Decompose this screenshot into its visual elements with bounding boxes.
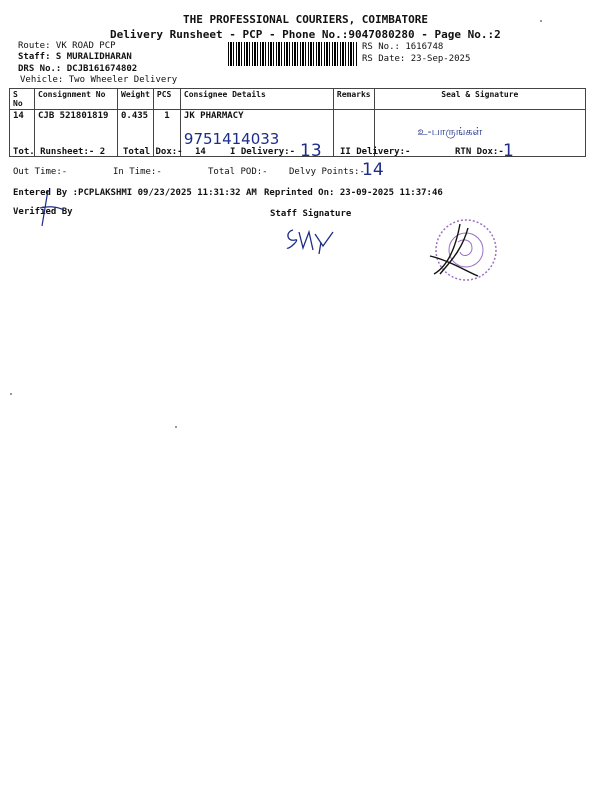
total-pod: Total POD:- [208, 167, 268, 177]
entered-by: Entered By :PCPLAKSHMI 09/23/2025 11:31:32 AM [13, 188, 257, 198]
reprinted-on: Reprinted On: 23-09-2025 11:37:46 [264, 188, 443, 198]
seal-stamp [428, 216, 498, 286]
route-info: Route: VK ROAD PCP [18, 41, 116, 51]
col-remarks: Remarks [333, 89, 374, 110]
cell-sno: 14 [10, 110, 35, 157]
col-pcs: PCS [153, 89, 180, 110]
col-consignment: Consignment No [35, 89, 118, 110]
drs-number: DRS No.: DCJB161674802 [18, 64, 138, 74]
table-header-row [10, 89, 586, 110]
col-weight: Weight [118, 89, 154, 110]
i-delivery-label: I Delivery:- [230, 147, 296, 157]
staff-signature-label: Staff Signature [270, 209, 352, 219]
total-dox-label: Total Dox:- [123, 147, 183, 157]
total-dox-value: 14 [195, 147, 206, 157]
col-sno: S No [10, 89, 35, 110]
i-delivery-handwritten: 13 [300, 141, 322, 161]
rtn-dox-handwritten: 1 [503, 141, 514, 161]
staff-signature [283, 222, 338, 257]
total-runsheet: Tot. Runsheet:- 2 [13, 147, 106, 157]
cell-consignment: CJB 521801819 [35, 110, 118, 157]
rs-date: RS Date: 23-Sep-2025 [362, 54, 471, 64]
verifier-signature [34, 186, 74, 236]
rs-number: RS No.: 1616748 [362, 42, 444, 52]
barcode [228, 42, 358, 66]
col-consignee: Consignee Details [180, 89, 333, 110]
delvy-points-handwritten: 14 [362, 160, 384, 180]
cell-pcs: 1 [153, 110, 180, 157]
verified-by-label: Verified By [13, 207, 73, 217]
consignee-name: JK PHARMACY [183, 111, 244, 121]
seal-handwritten: உ-பாருங்கள் [417, 125, 483, 138]
runsheet-subtitle: Delivery Runsheet - PCP - Phone No.:9047080280 - Page No.:2 [110, 28, 501, 41]
scan-speck [540, 20, 542, 22]
delvy-points-label: Delvy Points:- [289, 167, 365, 177]
out-time: Out Time:- [13, 167, 68, 177]
company-title: THE PROFESSIONAL COURIERS, COIMBATORE [183, 13, 429, 26]
scan-speck [10, 393, 12, 395]
scan-speck [175, 426, 177, 428]
consignee-phone-handwritten: 9751414033 [183, 130, 280, 148]
col-seal-signature: Seal & Signature [374, 89, 585, 110]
cell-weight: 0.435 [118, 110, 154, 157]
in-time: In Time:- [113, 167, 162, 177]
rtn-dox-label: RTN Dox:- [455, 147, 504, 157]
ii-delivery-label: II Delivery:- [340, 147, 411, 157]
vehicle-info: Vehicle: Two Wheeler Delivery [20, 75, 178, 85]
staff-info: Staff: S MURALIDHARAN [18, 52, 132, 62]
